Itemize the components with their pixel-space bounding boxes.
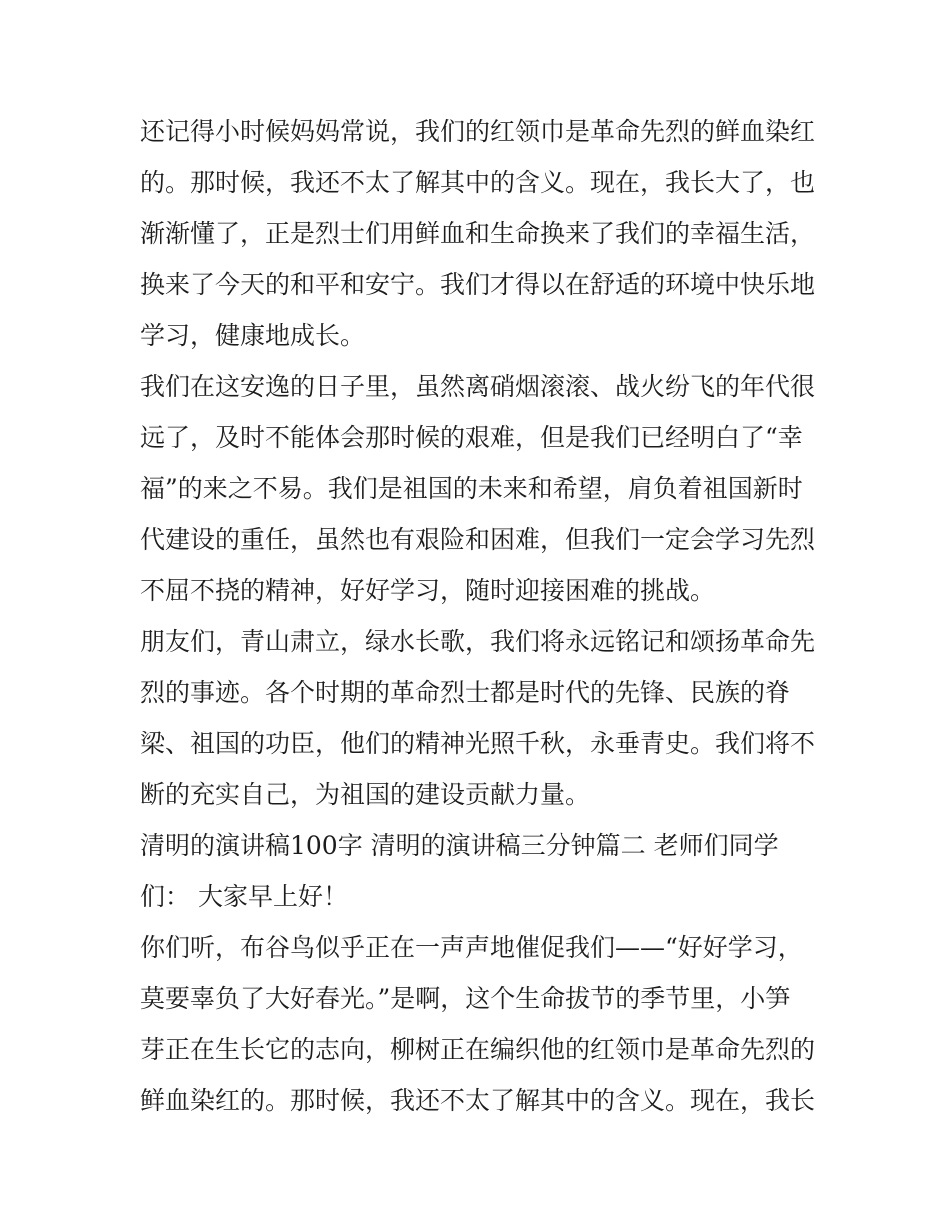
document-body xyxy=(140,106,820,1126)
text-line-5: 学习，健康地成长。 xyxy=(140,321,366,350)
text-line-6: 我们在这安逸的日子里，虽然离硝烟滚滚、战火纷飞的年代很 xyxy=(140,372,816,401)
text-line-12: 烈的事迹。各个时期的革命烈士都是时代的先锋、民族的脊 xyxy=(140,678,791,707)
text-line-19: 芽正在生长它的志向，柳树正在编织他的红领巾是革命先烈的 xyxy=(140,1035,816,1064)
text-line-9: 代建设的重任，虽然也有艰险和困难，但我们一定会学习先烈 xyxy=(140,525,816,554)
text-line-1: 还记得小时候妈妈常说，我们的红领巾是革命先烈的鲜血染红 xyxy=(140,117,816,146)
text-line-10: 不屈不挠的精神，好好学习，随时迎接困难的挑战。 xyxy=(140,576,716,605)
text-line-8: 福”的来之不易。我们是祖国的未来和希望，肩负着祖国新时 xyxy=(140,474,803,503)
text-line-13: 梁、祖国的功臣，他们的精神光照千秋，永垂青史。我们将不 xyxy=(140,729,816,758)
text-line-11: 朋友们，青山肃立，绿水长歌，我们将永远铭记和颂扬革命先 xyxy=(140,627,816,656)
text-line-16: 们： 大家早上好！ xyxy=(140,882,348,911)
text-line-20: 鲜血染红的。那时候，我还不太了解其中的含义。现在，我长 xyxy=(140,1086,816,1115)
text-line-17: 你们听，布谷鸟似乎正在一声声地催促我们——“好好学习， xyxy=(140,933,803,962)
text-line-14: 断的充实自己，为祖国的建设贡献力量。 xyxy=(140,780,591,809)
text-line-3: 渐渐懂了，正是烈士们用鲜血和生命换来了我们的幸福生活， xyxy=(140,219,816,248)
text-line-15: 清明的演讲稿100字 清明的演讲稿三分钟篇二 老师们同学 xyxy=(140,831,779,860)
text-line-4: 换来了今天的和平和安宁。我们才得以在舒适的环境中快乐地 xyxy=(140,270,816,299)
text-line-7: 远了，及时不能体会那时候的艰难，但是我们已经明白了“幸 xyxy=(140,423,803,452)
text-line-2: 的。那时候，我还不太了解其中的含义。现在，我长大了，也 xyxy=(140,168,816,197)
text-line-18: 莫要辜负了大好春光。”是啊，这个生命拔节的季节里，小笋 xyxy=(140,984,791,1013)
